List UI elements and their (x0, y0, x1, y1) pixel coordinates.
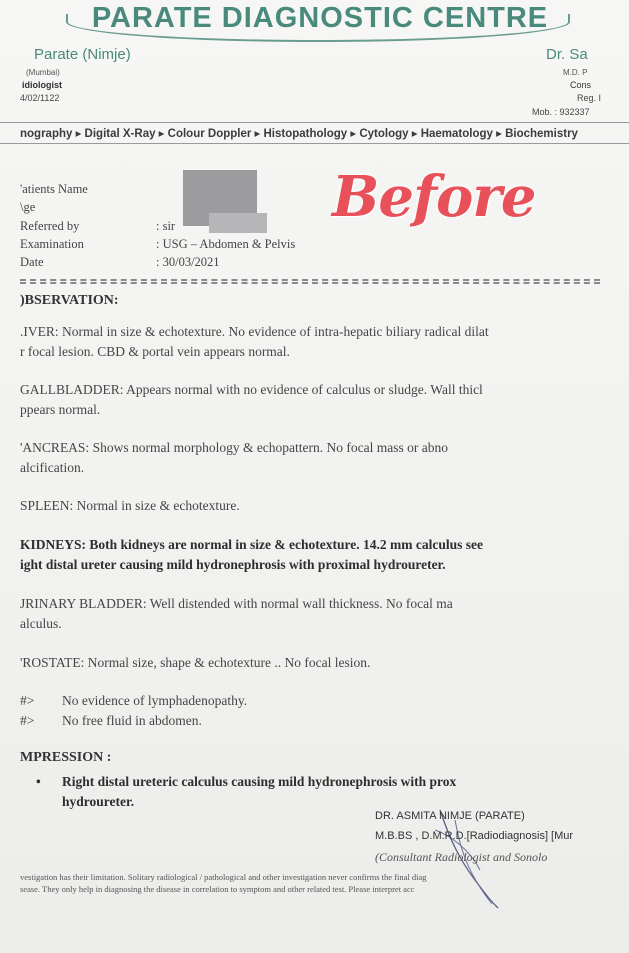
para-line: alcification. (20, 460, 85, 475)
patient-row-label: 'atients Name (20, 182, 88, 196)
para-line: ppears normal. (20, 402, 101, 417)
signature-name: DR. ASMITA NIMJE (PARATE) (375, 810, 525, 822)
observation-pancreas (20, 438, 605, 478)
left-doctor-reg: 4/02/1122 (20, 93, 60, 103)
centre-name: PARATE DIAGNOSTIC CENTRE (91, 2, 549, 34)
left-doctor-role: idiologist (22, 80, 62, 90)
patient-row-value: : 30/03/2021 (156, 255, 220, 269)
signature-role: (Consultant Radiologist and Sonolo (375, 850, 548, 864)
patient-row-label: \ge (20, 200, 36, 214)
bullet-dot: • (36, 774, 41, 789)
redaction-block (209, 213, 267, 233)
impression-line: hydroureter. (62, 794, 135, 809)
para-line: 'ANCREAS: Shows normal morphology & echopattern. No focal mass or abno (20, 440, 448, 455)
para-line: 'ROSTATE: Normal size, shape & echotexture .. No focal lesion. (20, 655, 371, 670)
right-doctor-role: Cons (570, 80, 592, 90)
para-line: KIDNEYS: Both kidneys are normal in size & echotexture. 14.2 mm calculus see (20, 537, 483, 552)
para-line: GALLBLADDER: Appears normal with no evidence of calculus or sludge. Wall thicl (20, 382, 483, 397)
signature-degree: M.B.BS , D.M.R.D.[Radiodiagnosis] [Mur (375, 830, 574, 842)
impression-heading: MPRESSION : (20, 750, 112, 765)
before-overlay-label: Before (332, 164, 536, 230)
impression-line: Right distal ureteric calculus causing mild hydronephrosis with prox (62, 774, 457, 789)
observation-heading: )BSERVATION: (20, 293, 119, 308)
right-doctor-reg: Reg. I (577, 93, 602, 103)
footer-disclaimer-line: vestigation has their limitation. Solitary radiological / pathological and other investigation never confirms the final diag (20, 872, 427, 882)
note-mark: #> (20, 713, 35, 728)
impression-text (62, 772, 456, 812)
para-line: r focal lesion. CBD & portal vein appears normal. (20, 344, 290, 359)
note-mark: #> (20, 693, 35, 708)
observation-spleen (20, 496, 605, 516)
note-text: No free fluid in abdomen. (62, 713, 202, 728)
para-line: SPLEEN: Normal in size & echotexture. (20, 498, 240, 513)
right-doctor-mobile: Mob. : 932337 (532, 107, 590, 117)
observation-liver (20, 322, 605, 362)
para-line: JRINARY BLADDER: Well distended with normal wall thickness. No focal ma (20, 596, 453, 611)
observation-urinary-bladder (20, 594, 605, 634)
patient-row-value: : sir (156, 219, 176, 233)
left-doctor-city: (Mumbai) (26, 68, 60, 77)
dashed-divider (20, 279, 600, 284)
patient-row-label: Examination (20, 237, 84, 251)
right-doctor-degree: M.D. P (563, 68, 588, 77)
observation-prostate (20, 653, 605, 673)
patient-row-value: : USG – Abdomen & Pelvis (156, 237, 296, 251)
services-bar: nography ▸ Digital X-Ray ▸ Colour Doppler ▸ Histopathology ▸ Cytology ▸ Haematology ▸ Biochemistry (0, 122, 629, 144)
patient-row-label: Referred by (20, 219, 80, 233)
patient-row-label: Date (20, 255, 44, 269)
observation-gallbladder (20, 380, 605, 420)
para-line: alculus. (20, 616, 62, 631)
footer-disclaimer-line: sease. They only help in diagnosing the disease in correlation to symptom and other related test. Please interpret acc (20, 884, 415, 894)
para-line: .IVER: Normal in size & echotexture. No evidence of intra-hepatic biliary radical dilat (20, 324, 489, 339)
para-line: ight distal ureter causing mild hydronephrosis with proximal hydroureter. (20, 557, 446, 572)
note-text: No evidence of lymphadenopathy. (62, 693, 248, 708)
observation-kidneys (20, 535, 605, 575)
left-doctor-name: Parate (Nimje) (34, 46, 131, 63)
right-doctor-name: Dr. Sa (546, 46, 588, 63)
